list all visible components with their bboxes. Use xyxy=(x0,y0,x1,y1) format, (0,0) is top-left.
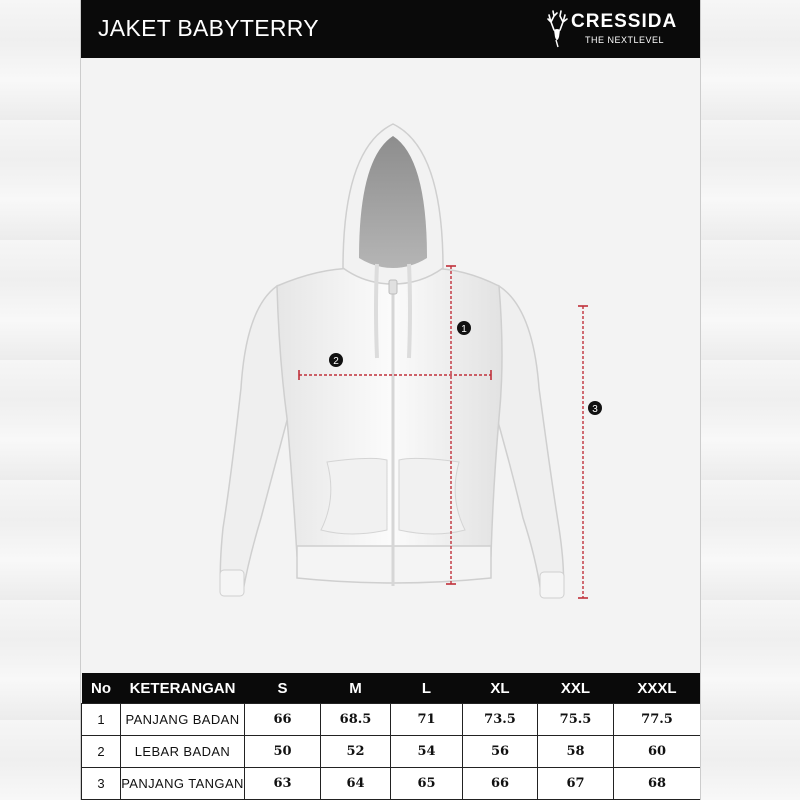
size-value: 64 xyxy=(321,768,391,800)
column-header: XL xyxy=(463,673,538,704)
brand-tagline: THE NEXTLEVEL xyxy=(585,35,665,45)
size-table xyxy=(81,673,700,800)
size-value: 54 xyxy=(391,736,463,768)
table-row xyxy=(82,768,701,800)
size-value: 68 xyxy=(614,768,701,800)
size-value: 58 xyxy=(538,736,614,768)
size-value: 60 xyxy=(614,736,701,768)
size-value: 73.5 xyxy=(463,704,538,736)
svg-text:2: 2 xyxy=(333,356,339,367)
header-bar xyxy=(81,0,700,58)
left-pocket xyxy=(321,458,387,534)
size-chart-card xyxy=(81,0,700,800)
size-value: 68.5 xyxy=(321,704,391,736)
marker-1 xyxy=(457,321,471,335)
size-value: 52 xyxy=(321,736,391,768)
column-header: L xyxy=(391,673,463,704)
size-value: 63 xyxy=(245,768,321,800)
size-value: 75.5 xyxy=(538,704,614,736)
size-value: 71 xyxy=(391,704,463,736)
size-value: 50 xyxy=(245,736,321,768)
column-header: XXXL xyxy=(614,673,701,704)
svg-text:1: 1 xyxy=(461,324,467,335)
size-value: 56 xyxy=(463,736,538,768)
column-header: KETERANGAN xyxy=(121,673,245,704)
column-header: XXL xyxy=(538,673,614,704)
deer-icon xyxy=(546,10,570,48)
hoodie-body xyxy=(277,268,502,556)
row-number: 2 xyxy=(82,736,121,768)
zipper-pull xyxy=(389,280,397,294)
row-number: 1 xyxy=(82,704,121,736)
right-pocket xyxy=(399,458,465,534)
size-value: 77.5 xyxy=(614,704,701,736)
brand-logo xyxy=(546,9,696,49)
drawstring-left xyxy=(376,264,377,358)
column-header: S xyxy=(245,673,321,704)
row-number: 3 xyxy=(82,768,121,800)
size-value: 66 xyxy=(245,704,321,736)
table-header-row xyxy=(82,673,701,704)
svg-text:3: 3 xyxy=(592,404,598,415)
hoodie-drawing xyxy=(81,58,700,672)
drawstring-right xyxy=(409,264,410,358)
row-label: LEBAR BADAN xyxy=(121,736,245,768)
size-value: 65 xyxy=(391,768,463,800)
product-title: JAKET BABYTERRY xyxy=(98,15,319,41)
marker-2 xyxy=(329,353,343,367)
garment-illustration xyxy=(81,58,700,672)
left-cuff xyxy=(220,570,244,596)
column-header: M xyxy=(321,673,391,704)
row-label: PANJANG TANGAN xyxy=(121,768,245,800)
column-header: No xyxy=(82,673,121,704)
size-value: 67 xyxy=(538,768,614,800)
row-label: PANJANG BADAN xyxy=(121,704,245,736)
table-row xyxy=(82,736,701,768)
marker-3 xyxy=(588,401,602,415)
right-cuff xyxy=(540,572,564,598)
table-row xyxy=(82,704,701,736)
brand-name: CRESSIDA xyxy=(571,11,678,32)
size-value: 66 xyxy=(463,768,538,800)
